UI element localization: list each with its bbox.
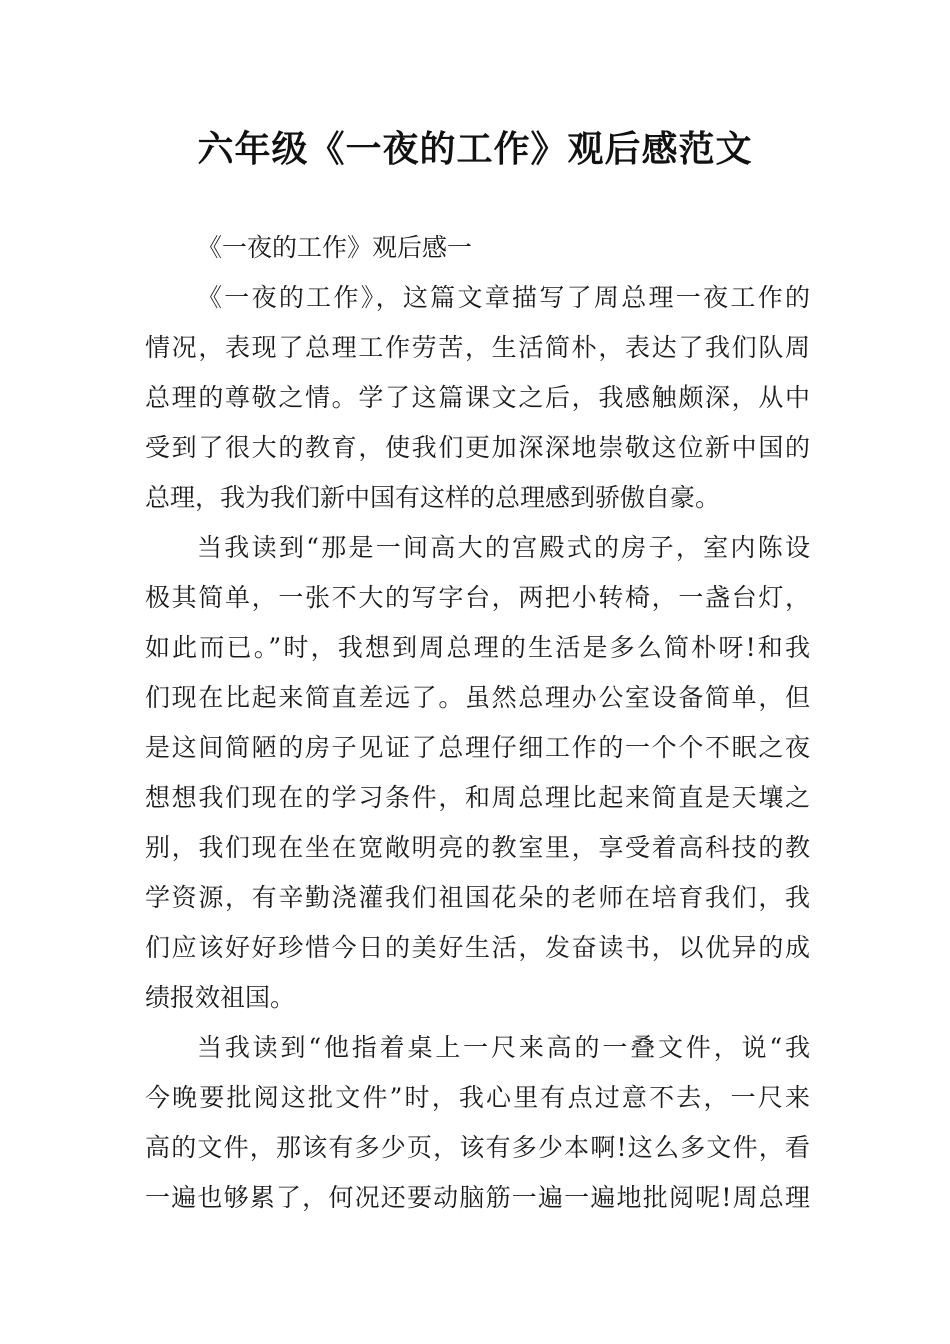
- paragraph-line: 一遍也够累了，何况还要动脑筋一遍一遍地批阅呢!周总理: [145, 1183, 810, 1212]
- paragraph-line: 当我读到“他指着桌上一尺来高的一叠文件，说“我: [197, 1033, 810, 1062]
- paragraph-line: 绩报效祖国。: [145, 983, 296, 1012]
- paragraph-line: 们应该好好珍惜今日的美好生活，发奋读书，以优异的成: [145, 933, 810, 962]
- paragraph-line: 高的文件，那该有多少页，该有多少本啊!这么多文件，看: [145, 1133, 810, 1162]
- paragraph-line: 当我读到“那是一间高大的宫殿式的房子，室内陈设: [197, 533, 810, 562]
- paragraph-line: 想想我们现在的学习条件，和周总理比起来简直是天壤之: [145, 783, 810, 812]
- paragraph-line: 别，我们现在坐在宽敞明亮的教室里，享受着高科技的教: [145, 833, 810, 862]
- paragraph-line: 今晚要批阅这批文件”时，我心里有点过意不去，一尺来: [145, 1083, 810, 1112]
- paragraph-line: 们现在比起来简直差远了。虽然总理办公室设备简单，但: [145, 683, 810, 712]
- paragraph-line: 是这间简陋的房子见证了总理仔细工作的一个个不眠之夜: [145, 733, 810, 762]
- paragraph-line: 如此而已。”时，我想到周总理的生活是多么简朴呀!和我: [145, 633, 810, 662]
- paragraph-line: 情况，表现了总理工作劳苦，生活简朴，表达了我们队周: [145, 333, 810, 362]
- paragraph-line: 《一夜的工作》，这篇文章描写了周总理一夜工作的: [197, 283, 810, 312]
- paragraph-line: 受到了很大的教育，使我们更加深深地崇敬这位新中国的: [145, 433, 810, 462]
- document-title: 六年级《一夜的工作》观后感范文: [197, 129, 753, 170]
- paragraph-line: 总理的尊敬之情。学了这篇课文之后，我感触颇深，从中: [145, 383, 810, 412]
- paragraph-line: 总理，我为我们新中国有这样的总理感到骄傲自豪。: [145, 483, 721, 512]
- paragraph-line: 极其简单，一张不大的写字台，两把小转椅，一盏台灯，: [145, 583, 810, 612]
- paragraph-line: 学资源，有辛勤浇灌我们祖国花朵的老师在培育我们，我: [145, 883, 810, 912]
- section-heading: 《一夜的工作》观后感一: [197, 233, 473, 262]
